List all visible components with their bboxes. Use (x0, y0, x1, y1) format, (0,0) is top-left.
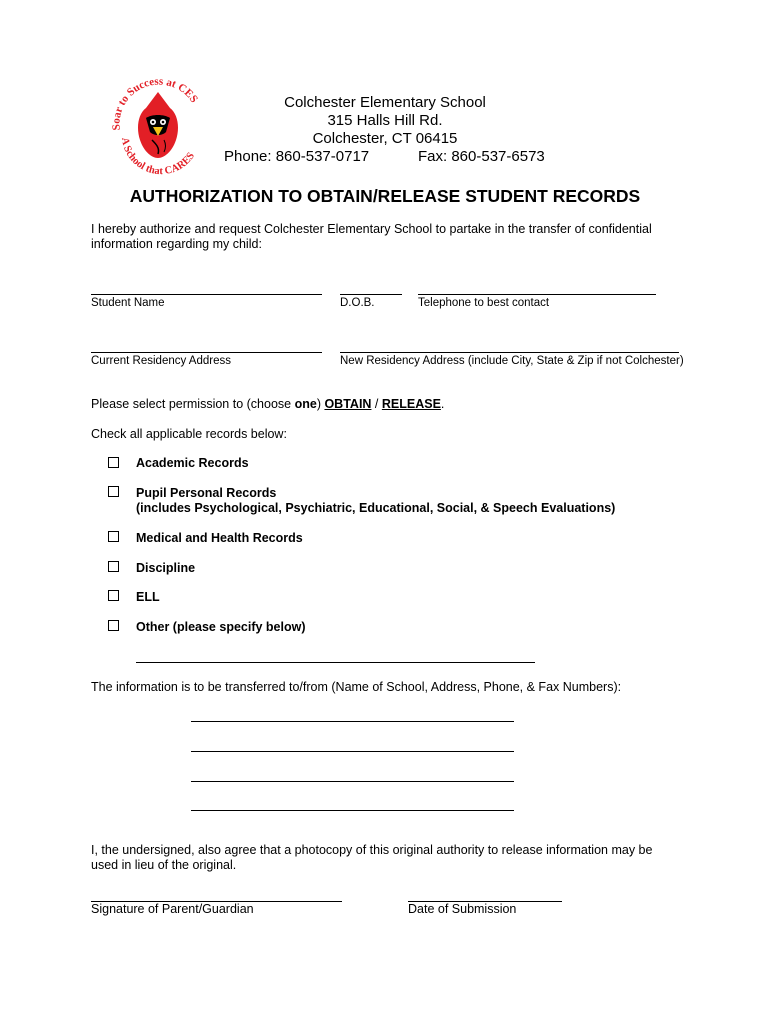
other-label: Other (please specify below) (136, 620, 306, 634)
permission-slash: / (371, 397, 382, 411)
date-label: Date of Submission (408, 902, 517, 916)
telephone-line[interactable] (418, 294, 656, 295)
school-name: Colchester Elementary School (284, 94, 486, 111)
discipline-label: Discipline (136, 561, 196, 575)
school-street: 315 Halls Hill Rd. (327, 112, 443, 129)
permission-one: one (294, 397, 317, 411)
current-address-label: Current Residency Address (91, 355, 231, 367)
photocopy-line-1: I, the undersigned, also agree that a photocopy of this original authority to release information may be (91, 843, 653, 857)
form-title: AUTHORIZATION TO OBTAIN/RELEASE STUDENT RECORDS (129, 186, 641, 206)
telephone-label: Telephone to best contact (418, 297, 550, 309)
new-address-label: New Residency Address (include City, State & Zip if not Colchester) (340, 355, 684, 367)
academic-records-checkbox[interactable] (108, 457, 119, 468)
transfer-text: The information is to be transferred to/from (Name of School, Address, Phone, & Fax Numbers): (91, 680, 622, 694)
school-city: Colchester, CT 06415 (312, 130, 458, 147)
dob-label: D.O.B. (340, 297, 375, 309)
transfer-line-2[interactable] (191, 751, 514, 752)
school-logo (108, 78, 208, 178)
school-fax: Fax: 860-537-6573 (418, 148, 545, 165)
transfer-line-1[interactable] (191, 721, 514, 722)
permission-prefix: Please select permission to (choose (91, 397, 295, 411)
transfer-line-4[interactable] (191, 810, 514, 811)
obtain-option[interactable]: OBTAIN (324, 397, 372, 411)
new-address-line[interactable] (340, 352, 679, 353)
permission-text (91, 397, 444, 411)
intro-line-1: I hereby authorize and request Colchester Elementary School to partake in the transfer of confidential (91, 222, 652, 236)
logo-top-text: Soar to Success at CES (110, 78, 201, 131)
release-option[interactable]: RELEASE (381, 397, 441, 411)
medical-records-checkbox[interactable] (108, 531, 119, 542)
medical-records-label: Medical and Health Records (136, 531, 303, 545)
photocopy-line-2: used in lieu of the original. (91, 858, 237, 872)
cardinal-logo-graphic (108, 78, 208, 178)
discipline-checkbox[interactable] (108, 561, 119, 572)
school-phone: Phone: 860-537-0717 (224, 148, 370, 165)
transfer-line-3[interactable] (191, 781, 514, 782)
other-checkbox[interactable] (108, 620, 119, 631)
academic-records-label: Academic Records (136, 456, 249, 470)
logo-bottom-text: A School that CARES (118, 136, 197, 178)
ell-checkbox[interactable] (108, 590, 119, 601)
ell-label: ELL (136, 590, 160, 604)
pupil-records-label: Pupil Personal Records (136, 486, 277, 500)
check-all-text: Check all applicable records below: (91, 427, 287, 441)
student-name-label: Student Name (91, 297, 165, 309)
student-name-line[interactable] (91, 294, 322, 295)
current-address-line[interactable] (91, 352, 322, 353)
other-specify-line[interactable] (136, 662, 535, 663)
permission-suffix: . (440, 397, 445, 411)
pupil-records-detail: (includes Psychological, Psychiatric, Educational, Social, & Speech Evaluations) (136, 501, 616, 515)
permission-mid: ) (316, 397, 325, 411)
signature-label: Signature of Parent/Guardian (91, 902, 254, 916)
pupil-records-checkbox[interactable] (108, 486, 119, 497)
dob-line[interactable] (340, 294, 402, 295)
intro-line-2: information regarding my child: (91, 237, 262, 251)
